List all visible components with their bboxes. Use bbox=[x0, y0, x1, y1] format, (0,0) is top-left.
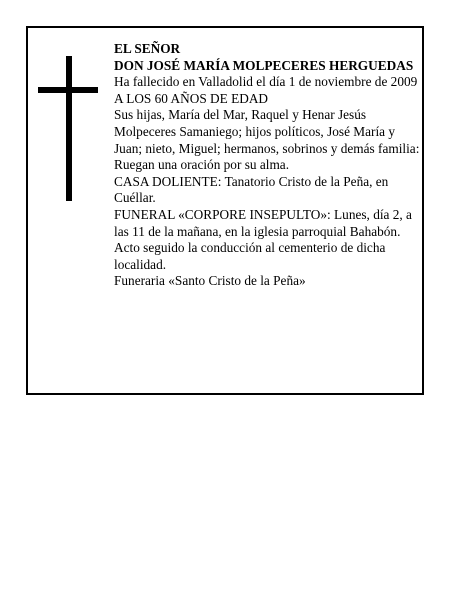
funeral-info: FUNERAL «CORPORE INSEPULTO»: Lunes, día 2, a las 11 de la mañana, en la iglesia parroquial Bahabón. bbox=[114, 206, 412, 239]
cross-horizontal-bar bbox=[38, 87, 98, 93]
mourning-house: CASA DOLIENTE: Tanatorio Cristo de la Peña, en Cuéllar. bbox=[114, 173, 389, 206]
death-info: Ha fallecido en Valladolid el día 1 de noviembre de 2009 bbox=[114, 74, 418, 90]
age-info: A LOS 60 AÑOS DE EDAD bbox=[114, 90, 269, 106]
notice-text bbox=[114, 41, 422, 290]
title-line-1: EL SEÑOR bbox=[114, 41, 181, 56]
cross-vertical-bar bbox=[66, 56, 72, 201]
cross-icon bbox=[38, 56, 98, 201]
burial-info: Acto seguido la conducción al cementerio de dicha localidad. bbox=[114, 240, 386, 272]
deceased-name: DON JOSÉ MARÍA MOLPECERES HERGUEDAS bbox=[114, 57, 414, 73]
funeral-home: Funeraria «Santo Cristo de la Peña» bbox=[114, 273, 306, 289]
prayer-request: Ruegan una oración por su alma. bbox=[114, 157, 290, 173]
obituary-notice bbox=[26, 26, 424, 395]
family-info: Sus hijas, María del Mar, Raquel y Henar Jesús Molpeceres Samaniego; hijos políticos, José María y Juan; nieto, Miguel; hermanos, sobrinos y demás familia: bbox=[114, 107, 420, 156]
